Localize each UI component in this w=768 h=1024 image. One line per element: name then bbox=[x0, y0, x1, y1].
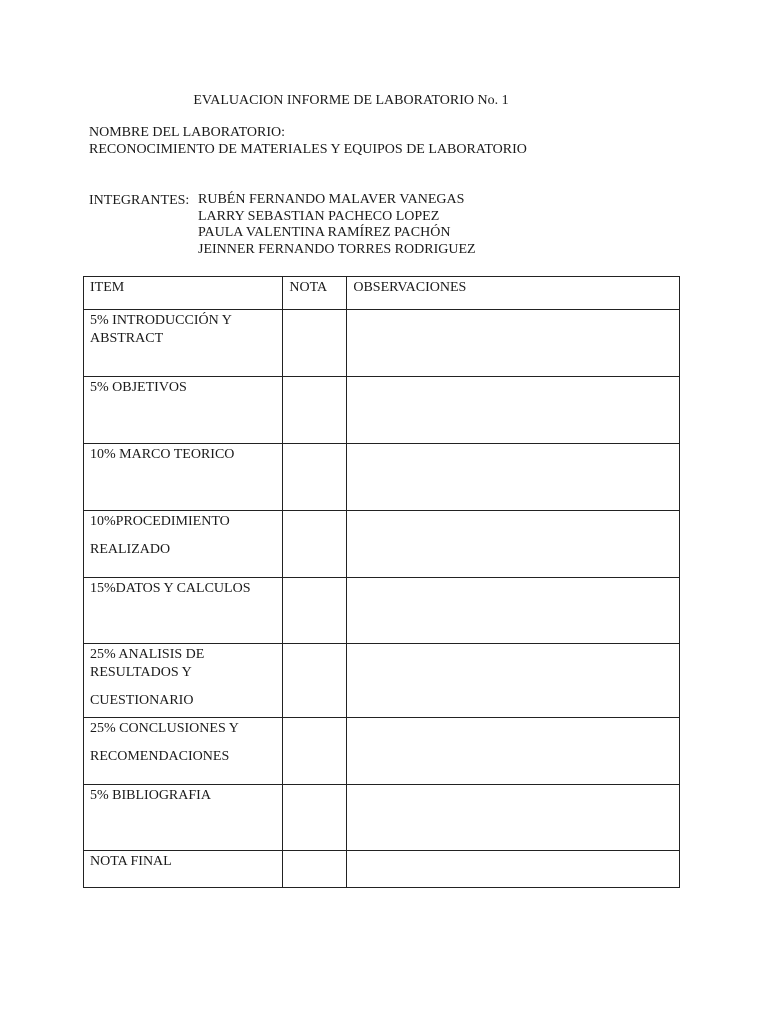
item-text: NOTA FINAL bbox=[90, 854, 172, 869]
item-cell bbox=[84, 785, 283, 851]
item-text: RESULTADOS Y bbox=[90, 665, 192, 680]
table-row bbox=[84, 511, 680, 578]
member-name: JEINNER FERNANDO TORRES RODRIGUEZ bbox=[198, 241, 476, 257]
item-text: ABSTRACT bbox=[90, 331, 164, 346]
observaciones-cell[interactable] bbox=[347, 578, 680, 644]
table-row bbox=[84, 851, 680, 888]
lab-name: RECONOCIMIENTO DE MATERIALES Y EQUIPOS DE LABORATORIO bbox=[89, 142, 527, 157]
nota-cell[interactable] bbox=[283, 644, 347, 718]
item-cell bbox=[84, 851, 283, 888]
lab-name-label: NOMBRE DEL LABORATORIO: bbox=[89, 125, 286, 140]
item-text: RECOMENDACIONES bbox=[90, 749, 230, 764]
item-cell bbox=[84, 644, 283, 718]
table-row bbox=[84, 578, 680, 644]
observaciones-cell[interactable] bbox=[347, 785, 680, 851]
header-nota: NOTA bbox=[283, 277, 347, 310]
item-cell bbox=[84, 511, 283, 578]
member-name: LARRY SEBASTIAN PACHECO LOPEZ bbox=[198, 208, 440, 224]
item-cell bbox=[84, 310, 283, 377]
item-text: 10% MARCO TEORICO bbox=[90, 447, 235, 462]
observaciones-cell[interactable] bbox=[347, 377, 680, 444]
item-text: 25% ANALISIS DE bbox=[90, 647, 205, 662]
nota-cell[interactable] bbox=[283, 851, 347, 888]
nota-cell[interactable] bbox=[283, 578, 347, 644]
item-text: 5% BIBLIOGRAFIA bbox=[90, 788, 211, 803]
observaciones-cell[interactable] bbox=[347, 444, 680, 511]
table-row bbox=[84, 644, 680, 718]
nota-cell[interactable] bbox=[283, 511, 347, 578]
members-list bbox=[198, 192, 476, 258]
item-text: 5% OBJETIVOS bbox=[90, 380, 187, 395]
nota-cell[interactable] bbox=[283, 377, 347, 444]
item-text: CUESTIONARIO bbox=[90, 693, 194, 708]
member-name: RUBÉN FERNANDO MALAVER VANEGAS bbox=[198, 192, 465, 207]
item-cell bbox=[84, 718, 283, 785]
members-label: INTEGRANTES: bbox=[89, 193, 190, 208]
table-row bbox=[84, 444, 680, 511]
item-text: 5% INTRODUCCIÓN Y bbox=[90, 313, 232, 328]
observaciones-cell[interactable] bbox=[347, 310, 680, 377]
item-text: 25% CONCLUSIONES Y bbox=[90, 721, 239, 736]
item-cell bbox=[84, 377, 283, 444]
header-observaciones: OBSERVACIONES bbox=[347, 277, 680, 310]
header-item: ITEM bbox=[84, 277, 283, 310]
item-cell bbox=[84, 578, 283, 644]
nota-cell[interactable] bbox=[283, 785, 347, 851]
item-text: 15%DATOS Y CALCULOS bbox=[90, 581, 251, 596]
table-header-row bbox=[84, 277, 680, 310]
observaciones-cell[interactable] bbox=[347, 644, 680, 718]
document-title: EVALUACION INFORME DE LABORATORIO No. 1 bbox=[193, 93, 509, 108]
nota-cell[interactable] bbox=[283, 718, 347, 785]
item-text: REALIZADO bbox=[90, 542, 171, 557]
observaciones-cell[interactable] bbox=[347, 718, 680, 785]
observaciones-cell[interactable] bbox=[347, 851, 680, 888]
evaluation-table bbox=[83, 276, 680, 888]
item-text: 10%PROCEDIMIENTO bbox=[90, 514, 230, 529]
observaciones-cell[interactable] bbox=[347, 511, 680, 578]
nota-cell[interactable] bbox=[283, 444, 347, 511]
nota-cell[interactable] bbox=[283, 310, 347, 377]
member-name: PAULA VALENTINA RAMÍREZ PACHÓN bbox=[198, 225, 451, 240]
item-cell bbox=[84, 444, 283, 511]
table-row bbox=[84, 377, 680, 444]
table-row bbox=[84, 310, 680, 377]
table-row bbox=[84, 718, 680, 785]
table-row bbox=[84, 785, 680, 851]
